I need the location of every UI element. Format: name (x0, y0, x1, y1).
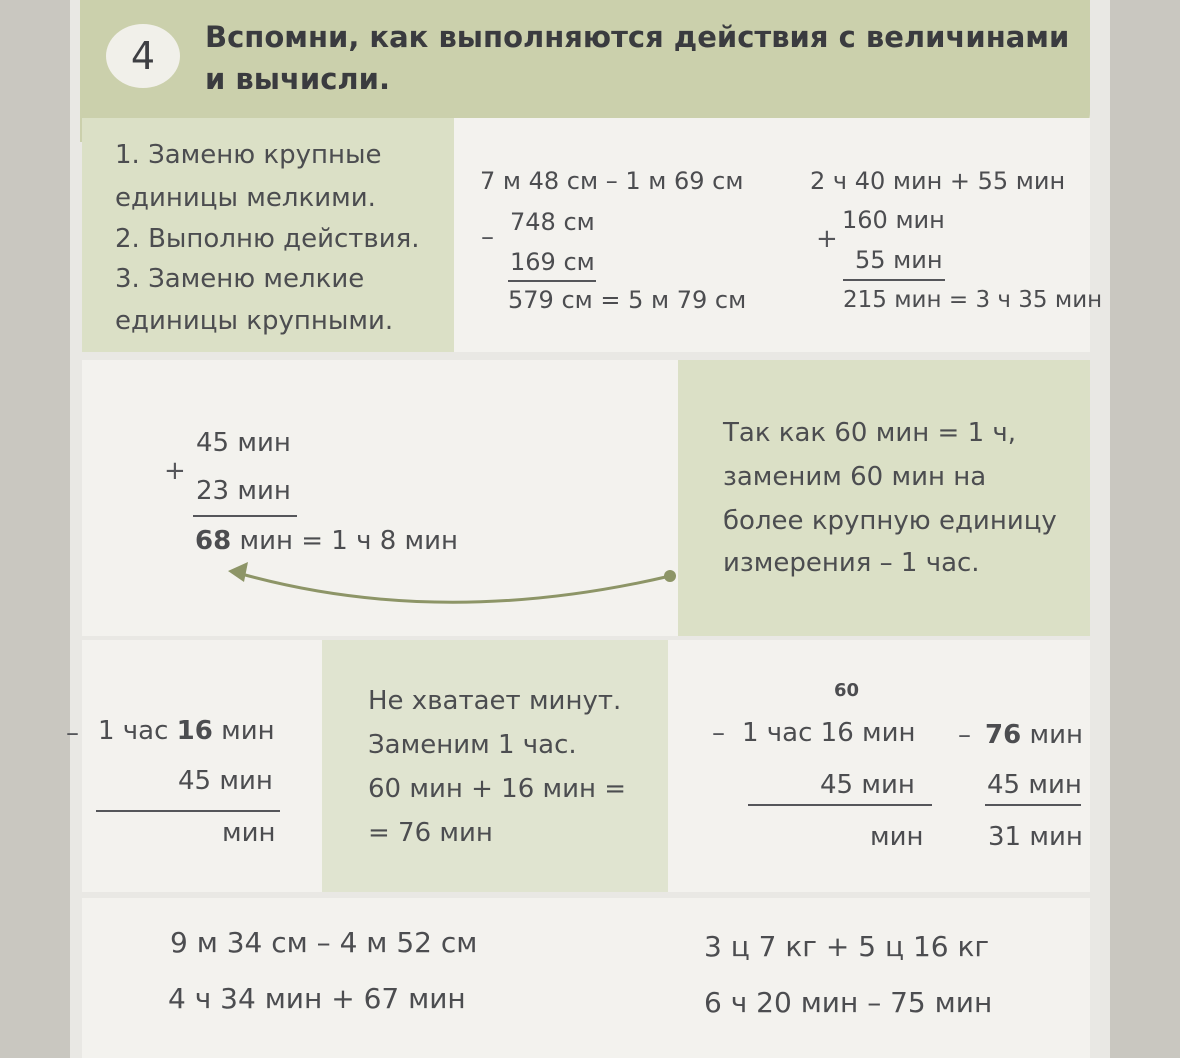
example4c-bottom: 45 мин (987, 770, 1082, 800)
exercise-2: 4 ч 34 мин + 67 мин (168, 982, 466, 1015)
example4c-top-bold: 76 (985, 720, 1022, 750)
example4-line (96, 810, 280, 812)
exercise-3: 3 ц 7 кг + 5 ц 16 кг (704, 930, 990, 963)
example4b-operator: – (712, 718, 725, 748)
example1-expression: 7 м 48 см – 1 м 69 см (480, 167, 744, 195)
step-line-3: 2. Выполню действия. (115, 224, 420, 254)
step-line-2: единицы мелкими. (115, 183, 376, 213)
example4-top-prefix: 1 час (98, 716, 177, 746)
borrow-panel (668, 640, 1090, 892)
example4c-result: 31 мин (988, 822, 1083, 852)
example1-operator: – (481, 222, 494, 252)
example4-result: мин (222, 818, 276, 848)
explanation-line-2: заменим 60 мин на (723, 462, 987, 492)
example3-result-rest: мин = 1 ч 8 мин (231, 526, 459, 556)
example1-result: 579 см = 5 м 79 см (508, 286, 747, 314)
example1-top: 748 см (510, 208, 595, 236)
example1-bottom: 169 см (510, 248, 595, 276)
example4c-top-suffix: мин (1021, 720, 1083, 750)
example3-panel (82, 360, 678, 636)
exercises-panel (82, 898, 1090, 1058)
example2-bottom: 55 мин (855, 246, 943, 274)
step-line-4: 3. Заменю мелкие (115, 264, 365, 294)
example3-result-bold: 68 (195, 526, 232, 556)
exercise-1: 9 м 34 см – 4 м 52 см (170, 926, 478, 959)
task-number: 4 (106, 24, 180, 88)
note-line-3: 60 мин + 16 мин = (368, 774, 627, 804)
example4b-top: 1 час 16 мин (742, 718, 916, 748)
task-title-line1: Вспомни, как выполняются действия с величинами (205, 20, 1070, 54)
example3-bottom: 23 мин (196, 476, 291, 506)
example2-result: 215 мин = 3 ч 35 мин (843, 287, 1103, 313)
example1-line (508, 280, 596, 282)
note-line-4: = 76 мин (368, 818, 493, 848)
example4-top-suffix: мин (212, 716, 275, 746)
example2-expression: 2 ч 40 мин + 55 мин (810, 167, 1066, 195)
task-title-line2: и вычисли. (205, 62, 390, 96)
exercise-4: 6 ч 20 мин – 75 мин (704, 986, 993, 1019)
explanation-line-4: измерения – 1 час. (723, 548, 980, 578)
example4-top-bold: 16 (176, 716, 213, 746)
example4c-operator: – (958, 720, 971, 750)
example3-line (193, 515, 297, 517)
borrow-label: 60 (834, 680, 860, 701)
example4c-top (985, 720, 1083, 750)
explanation-line-3: более крупную единицу (723, 506, 1057, 536)
example3-top: 45 мин (196, 428, 291, 458)
example4b-line (748, 804, 932, 806)
example3-result (195, 526, 458, 556)
step-line-5: единицы крупными. (115, 306, 394, 336)
step-line-1: 1. Заменю крупные (115, 140, 382, 170)
example2-top: 160 мин (842, 206, 945, 234)
example4-bottom: 45 мин (178, 766, 273, 796)
note-line-2: Заменим 1 час. (368, 730, 577, 760)
example3-operator: + (164, 456, 186, 486)
example2-operator: + (816, 224, 838, 254)
explanation-line-1: Так как 60 мин = 1 ч, (723, 418, 1016, 448)
example4c-line (985, 804, 1081, 806)
example4-top (98, 716, 275, 746)
example4b-bottom: 45 мин (820, 770, 915, 800)
explanation-panel (678, 360, 1090, 636)
note-line-1: Не хватает минут. (368, 686, 622, 716)
example4b-result: мин (870, 822, 924, 852)
example2-line (843, 279, 945, 281)
note-panel (322, 640, 668, 892)
example4-operator: – (66, 718, 79, 748)
